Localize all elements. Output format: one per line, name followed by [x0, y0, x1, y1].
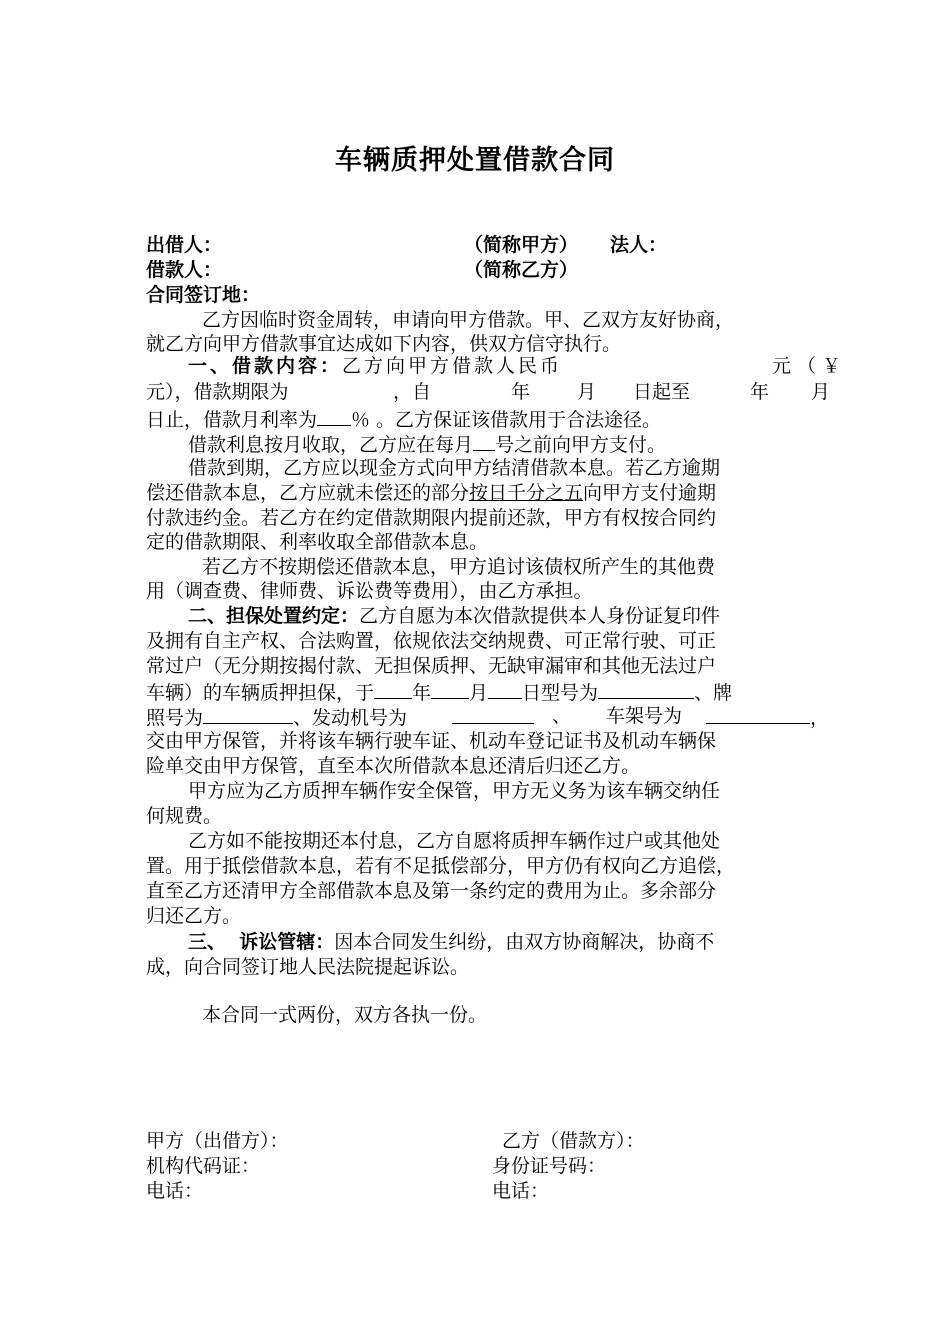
section1-l2d: 月: [577, 381, 597, 403]
copies-statement: 本合同一式两份，双方各执一份。: [202, 1004, 488, 1026]
year-blank: [374, 678, 412, 699]
page-title: 车辆质押处置借款合同: [335, 145, 615, 176]
section2-line-7: 险单交由甲方保管，直至本次所借款本息还清后归还乙方。: [146, 755, 641, 777]
legal-rep-label: 法人：: [610, 234, 668, 256]
intro-line-2: 就乙方向甲方借款事宜达成如下内容，供双方信守执行。: [146, 333, 622, 355]
section2-line-6: 交由甲方保管，并将该车辆行驶车证、机动车登记证书及机动车辆保: [146, 730, 717, 752]
lender-label: 出借人：: [146, 234, 223, 256]
section1-p4-l1: 若乙方不按期偿还借款本息，甲方追讨该债权所产生的其他费: [202, 556, 716, 578]
section1-yuan: 元（￥: [772, 355, 848, 377]
section2-line-1: 二、担保处置约定：乙方自愿为本次借款提供本人身份证复印件: [188, 605, 721, 627]
org-code-label: 机构代码证：: [146, 1155, 261, 1177]
section2-p3-l4: 归还乙方。: [146, 905, 242, 927]
pay-day-blank: [473, 430, 495, 451]
section1-line-1: 一、借款内容：乙方向甲方借款人民币: [188, 355, 563, 377]
sign-place-label: 合同签订地：: [146, 284, 261, 306]
engine-blank: [452, 703, 534, 724]
lender-short: （简称甲方）: [464, 234, 579, 256]
section1-p4-l2: 用（调查费、律师费、诉讼费等费用），由乙方承担。: [146, 580, 593, 602]
borrower-label: 借款人：: [146, 259, 223, 281]
day-blank: [488, 678, 522, 699]
section1-l2c: 年: [511, 381, 531, 403]
section2-line-3: 常过户（无分期按揭付款、无担保质押、无缺审漏审和其他无法过户: [146, 655, 717, 677]
section2-p2-l1: 甲方应为乙方质押车辆作安全保管，甲方无义务为该车辆交纳任: [188, 780, 721, 802]
id-number-label: 身份证号码：: [492, 1155, 607, 1177]
month-blank: [431, 678, 469, 699]
section1-p3-l1: 借款到期，乙方应以现金方式向甲方结清借款本息。若乙方逾期: [188, 457, 721, 479]
section1-interest: 借款利息按月收取，乙方应在每月 号之前向甲方支付。: [188, 430, 666, 458]
section1-p3-l2: 偿还借款本息，乙方应就未偿还的部分按日千分之五向甲方支付逾期: [146, 482, 717, 504]
section2-p3-l1: 乙方如不能按期还本付息，乙方自愿将质押车辆作过户或其他处: [188, 830, 721, 852]
section2-p3-l2: 置。用于抵偿借款本息，若有不足抵偿部分，甲方仍有权向乙方追偿，: [146, 855, 736, 877]
section1-p3-l3: 付款违约金。若乙方在约定借款期限内提前还款，甲方有权按合同约: [146, 507, 717, 529]
section2-line-4: 车辆）的车辆质押担保，于 年 月 日型号为 、牌: [146, 678, 732, 706]
section1-p3-l4: 定的借款期限、利率收取全部借款本息。: [146, 531, 489, 553]
section1-l2a: 元），借款期限为: [146, 381, 289, 403]
intro-line-1: 乙方因临时资金周转，申请向甲方借款。甲、乙双方友好协商，: [202, 309, 735, 331]
section1-l2g: 月: [811, 381, 831, 403]
vin-blank: [706, 703, 810, 724]
vin-blank-wrap: ，: [706, 703, 829, 731]
plate-blank: [203, 703, 293, 724]
section2-heading: 二、担保处置约定：: [188, 605, 360, 627]
section2-p2-l2: 何规费。: [146, 805, 223, 827]
section2-l5d: 车架号为: [606, 705, 683, 727]
section1-l2f: 年: [750, 381, 770, 403]
section2-p3-l3: 直至乙方还清甲方全部借款本息及第一条约定的费用为止。多余部分: [146, 880, 717, 902]
interest-rate-blank: [317, 405, 351, 426]
section2-line-5: 照号为 、发动机号为: [146, 703, 407, 731]
section3-line-1: 三、 诉讼管辖：因本合同发生纠纷，由双方协商解决，协商不: [188, 931, 715, 953]
section1-l2b: ，自: [393, 381, 432, 403]
section1-l2e: 日起至: [633, 381, 691, 403]
section2-line-2: 及拥有自主产权、合法购置，依规依法交纳规费、可正常行驶、可正: [146, 630, 717, 652]
section3-line-2: 成，向合同签订地人民法院提起诉讼。: [146, 956, 470, 978]
penalty-rate: 按日千分之五: [469, 482, 584, 504]
section1-heading: 一、借款内容：: [188, 355, 343, 377]
section3-heading: 三、 诉讼管辖：: [188, 931, 335, 953]
party-a-label: 甲方（出借方）：: [146, 1130, 289, 1152]
section1-line-3: 日止，借款月利率为 ％ 。乙方保证该借款用于合法途径。: [146, 405, 661, 433]
model-blank: [598, 678, 694, 699]
engine-blank-wrap: [452, 703, 534, 731]
phone-b-label: 电话：: [492, 1180, 550, 1202]
party-b-label: 乙方（借款方）：: [502, 1130, 645, 1152]
phone-a-label: 电话：: [146, 1180, 204, 1202]
borrower-short: （简称乙方）: [464, 259, 579, 281]
section2-l5c: 、: [552, 705, 572, 727]
